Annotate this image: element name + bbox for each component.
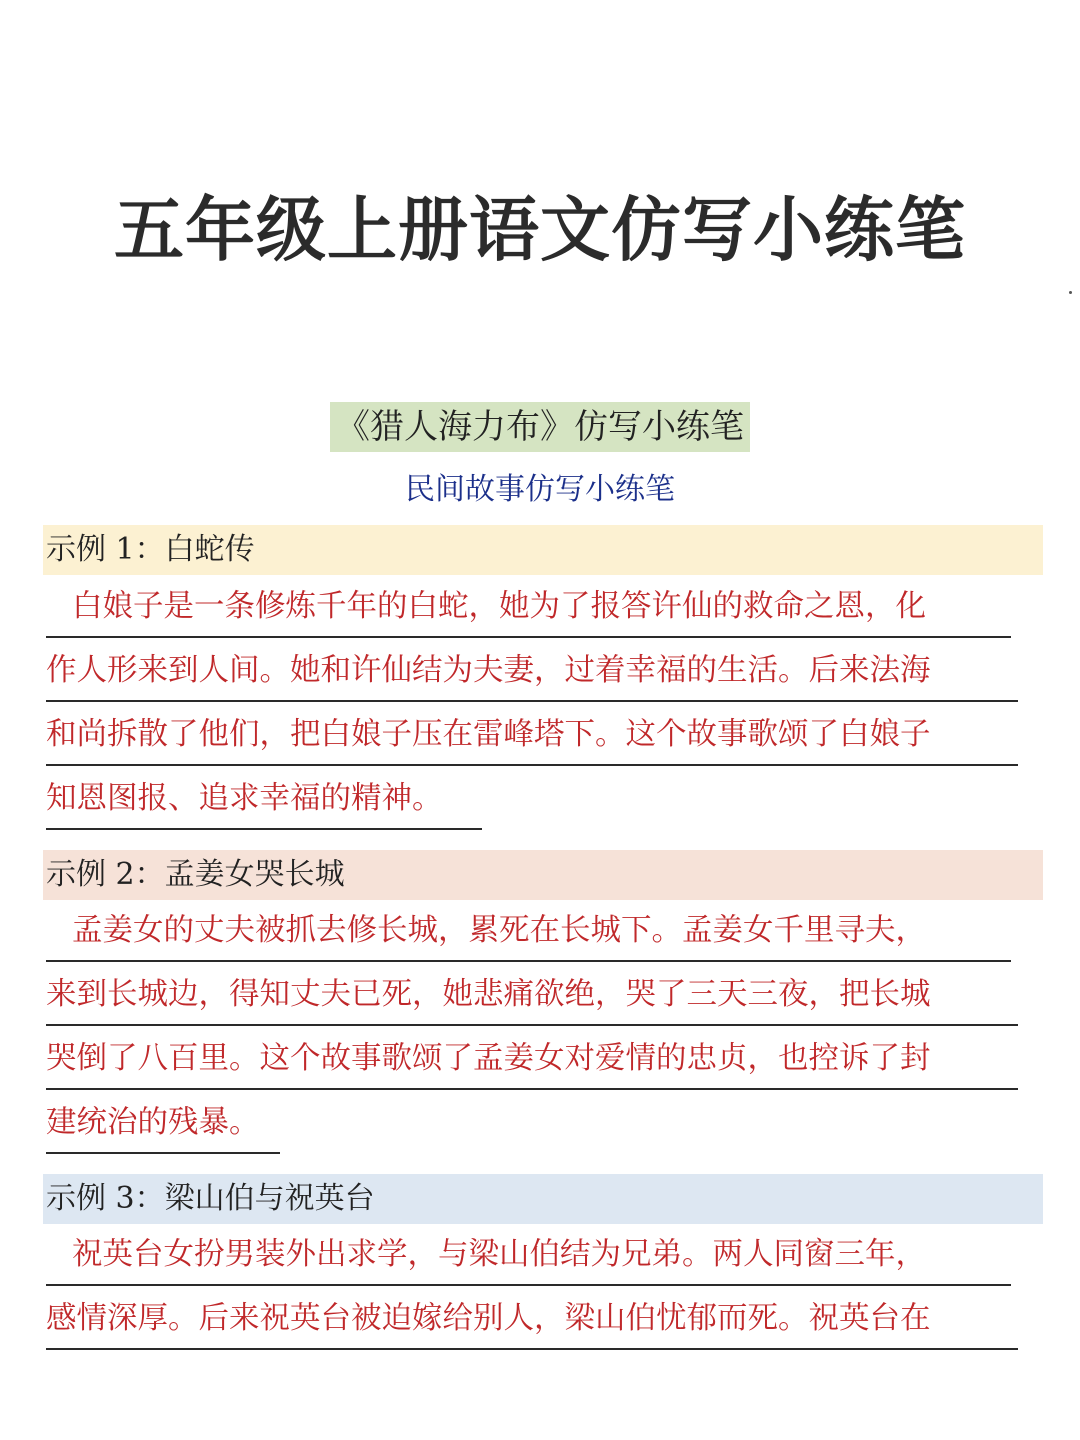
example-2-line-3: 哭倒了八百里。这个故事歌颂了孟姜女对爱情的忠贞，也控诉了封: [46, 1034, 1021, 1098]
example-1-header: 示例 1：白蛇传: [43, 525, 1043, 575]
example-3-line-2: 感情深厚。后来祝英台被迫嫁给别人，梁山伯忧郁而死。祝英台在: [46, 1294, 1021, 1358]
example-1-line-4: 知恩图报、追求幸福的精神。: [46, 774, 1021, 838]
example-1-line-3: 和尚拆散了他们，把白娘子压在雷峰塔下。这个故事歌颂了白娘子: [46, 710, 1021, 774]
example-3-header: 示例 3：梁山伯与祝英台: [43, 1174, 1043, 1224]
example-1-body: [46, 582, 1021, 838]
example-3-body: [46, 1230, 1021, 1358]
example-2-line-2: 来到长城边，得知丈夫已死，她悲痛欲绝，哭了三天三夜，把长城: [46, 970, 1021, 1034]
example-2-line-4: 建统治的残暴。: [46, 1098, 1021, 1162]
example-3-line-1: 祝英台女扮男装外出求学，与梁山伯结为兄弟。两人同窗三年，: [46, 1230, 1021, 1294]
example-1-line-1: 白娘子是一条修炼千年的白蛇，她为了报答许仙的救命之恩，化: [46, 582, 1021, 646]
example-2-header: 示例 2：孟姜女哭长城: [43, 850, 1043, 900]
example-2-line-1: 孟姜女的丈夫被抓去修长城，累死在长城下。孟姜女千里寻夫，: [46, 906, 1021, 970]
stray-dot: [1069, 291, 1072, 294]
lesson-subtitle: 《猎人海力布》仿写小练笔: [330, 402, 750, 452]
example-1-line-2: 作人形来到人间。她和许仙结为夫妻，过着幸福的生活。后来法海: [46, 646, 1021, 710]
page-title: 五年级上册语文仿写小练笔: [114, 189, 966, 271]
example-2-body: [46, 906, 1021, 1162]
section-heading: 民间故事仿写小练笔: [405, 472, 675, 507]
